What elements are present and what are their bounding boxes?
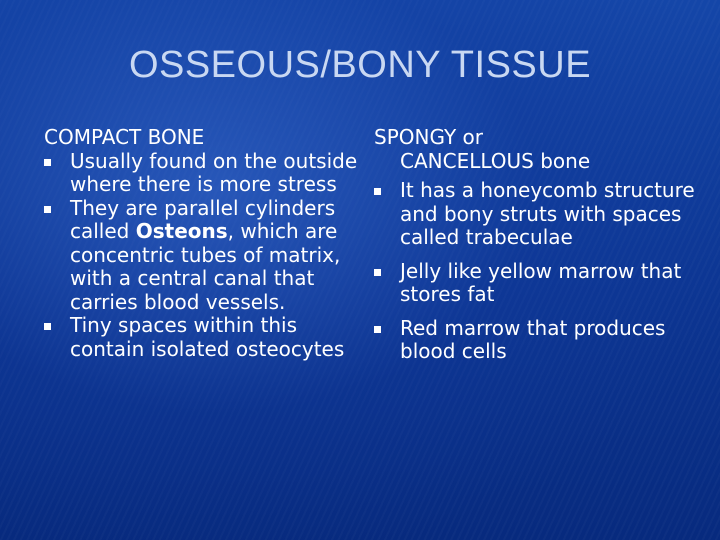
square-bullet-icon (374, 188, 381, 195)
list-item (374, 260, 714, 307)
spongy-bone-list (374, 179, 714, 364)
compact-bone-list (44, 150, 364, 362)
spongy-bone-column (374, 126, 714, 364)
bullet-text: Usually found on the outside where there is more stress (70, 148, 358, 196)
osteons-term: Osteons (135, 219, 228, 243)
square-bullet-icon (44, 159, 51, 166)
bullet-text: It has a honeycomb structure and bony struts with spaces called trabeculae (400, 178, 695, 249)
compact-bone-column (44, 126, 364, 361)
list-item (44, 314, 364, 361)
square-bullet-icon (44, 323, 51, 330)
list-item (374, 317, 714, 364)
square-bullet-icon (44, 206, 51, 213)
list-item (44, 197, 364, 315)
bullet-text: Red marrow that produces blood cells (400, 315, 666, 363)
list-item (44, 150, 364, 197)
bullet-text: Jelly like yellow marrow that stores fat (400, 258, 682, 306)
bullet-text-end: , which are concentric tubes of matrix, with a central canal that carries blood vessels. (70, 219, 341, 314)
spongy-heading-line2: CANCELLOUS bone (400, 148, 591, 173)
spongy-heading-line1: SPONGY or (374, 125, 483, 149)
slide-title: OSSEOUS/BONY TISSUE (128, 44, 592, 86)
square-bullet-icon (374, 269, 381, 276)
square-bullet-icon (374, 326, 381, 333)
bullet-text: Tiny spaces within this contain isolated osteocytes (70, 313, 345, 361)
list-item (374, 179, 714, 250)
compact-bone-heading: COMPACT BONE (44, 125, 205, 149)
bullet-text-start: They are parallel cylinders called (70, 195, 336, 243)
spongy-bone-heading (374, 126, 714, 173)
